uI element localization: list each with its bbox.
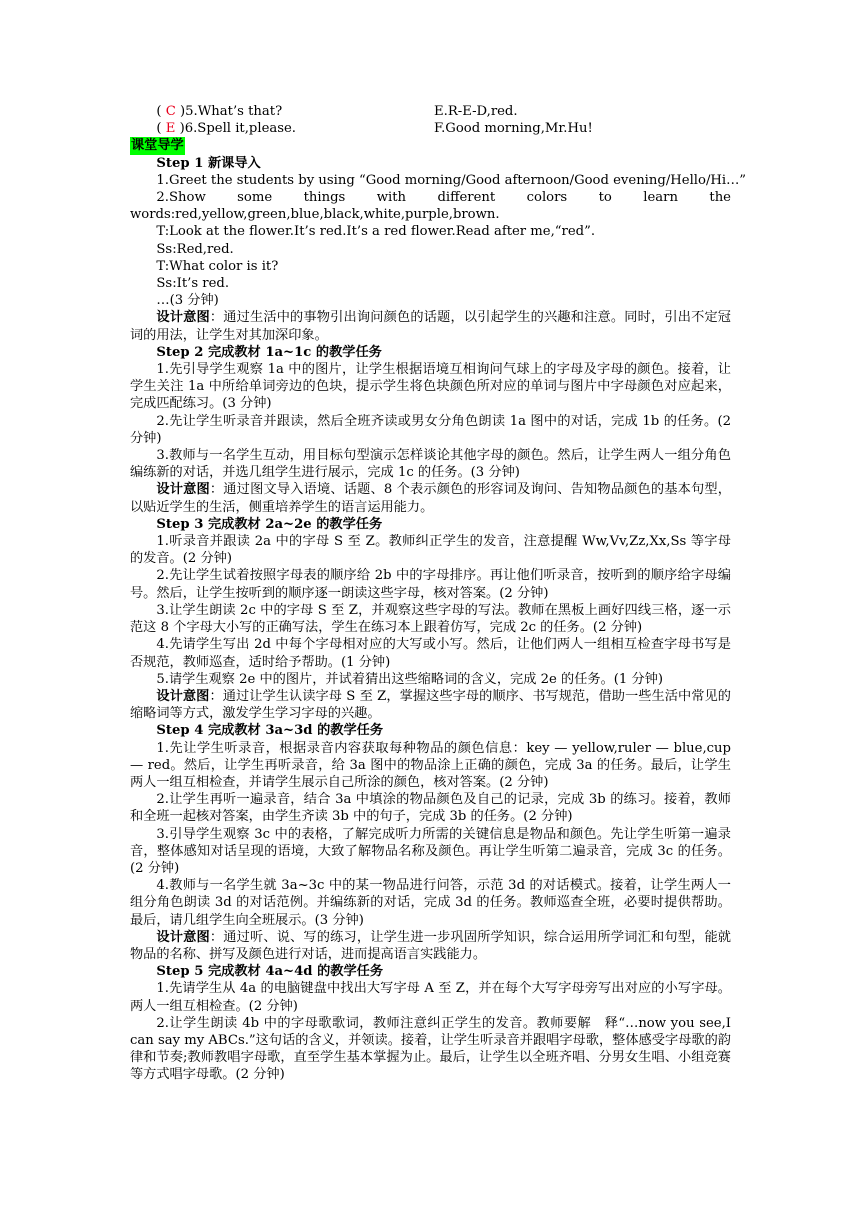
intent-label: 设计意图 <box>156 482 210 498</box>
matching-option: E.R-E-D,red. <box>434 104 518 119</box>
matching-item <box>130 103 731 120</box>
paragraph: 1.先请学生从 4a 的电脑键盘中找出大写字母 A 至 Z，并在每个大写字母旁写出对应的小写字母。两人一组互相检查。(2 分钟) <box>130 981 731 1014</box>
paragraph: 4.先请学生写出 2d 中每个字母相对应的大写或小写。然后，让他们两人一组相互检查字母书写是否规范，教师巡查，适时给予帮助。(1 分钟) <box>130 637 731 670</box>
design-intent: 设计意图：通过听、说、写的练习，让学生进一步巩固所学知识，综合运用所学词汇和句型，能就物品的名称、拼写及颜色进行对话，进而提高语言实践能力。 <box>130 929 731 962</box>
dialogue-line: Ss:Red,red. <box>156 241 234 257</box>
design-intent: 设计意图：通过图文导入语境、话题、8 个表示颜色的形容词及询问、告知物品颜色的基本句型，以贴近学生的生活，侧重培养学生的语言运用能力。 <box>130 482 731 515</box>
paragraph: 3.让学生朗读 2c 中的字母 S 至 Z，并观察这些字母的写法。教师在黑板上画好四线三格，逐一示范这 8 个字母大小写的正确写法，学生在练习本上跟着仿写，完成 2c 的任务。(2 分钟) <box>130 602 731 636</box>
section-title: 课堂导学 <box>131 138 184 154</box>
paragraph: 2.让学生再听一遍录音，结合 3a 中填涂的物品颜色及自己的记录，完成 3b 的练习。接着，教师和全班一起核对答案，由学生齐读 3b 中的句子，完成 3b 的任务。(2 分钟) <box>130 792 731 825</box>
step-title: Step 3 完成教材 2a~2e 的教学任务 <box>156 516 383 532</box>
intent-label: 设计意图 <box>156 688 210 704</box>
dialogue-line: …(3 分钟) <box>156 293 219 309</box>
paragraph: 2.让学生朗读 4b 中的字母歌歌词，教师注意纠正学生的发音。教师要解 释“…now you see,I can say my ABCs.”这句话的含义，并领读。接着，让学生听录音并跟唱字母歌，整体感受字母歌的韵律和节奏;教师教唱字母歌，直至学生基本掌握为止。最后，让学生以全班齐唱、分男女生唱、小组竞赛等方式唱字母歌。(2 分钟) <box>130 1015 731 1083</box>
matching-item <box>130 120 731 137</box>
paragraph: 4.教师与一名学生就 3a~3c 中的某一物品进行问答，示范 3d 的对话模式。接着，让学生两人一组分角色朗读 3d 的对话范例。并编练新的对话，完成 3d 的任务。教师巡查全班，必要时提供帮助。最后，请几组学生向全班展示。(3 分钟) <box>130 878 731 928</box>
design-intent: 设计意图：通过生活中的事物引出询问颜色的话题，以引起学生的兴趣和注意。同时，引出不定冠词的用法，让学生对其加深印象。 <box>130 310 731 343</box>
paragraph: 1.Greet the students by using “Good morning/Good afternoon/Good evening/Hello/Hi…” <box>156 172 747 188</box>
intent-label: 设计意图 <box>156 310 210 326</box>
paragraph: 2.先让学生试着按照字母表的顺序给 2b 中的字母排序。再让他们听录音，按听到的顺序给字母编号。然后，让学生按听到的顺序逐一朗读这些字母，核对答案。(2 分钟) <box>130 568 731 601</box>
document-page <box>130 103 747 1084</box>
paragraph: 1.先让学生听录音，根据录音内容获取每种物品的颜色信息：key — yellow,ruler — blue,cup — red。然后，让学生再听录音，给 3a 图中的物品涂上正确的颜色，完成 3a 的任务。最后，让学生两人一组互相检查，并请学生展示自己所涂的颜色，核对答案。(2 分钟) <box>130 740 731 790</box>
paragraph: words:red,yellow,green,blue,black,white,purple,brown. <box>130 207 500 223</box>
step-title: Step 2 完成教材 1a~1c 的教学任务 <box>156 344 382 360</box>
paragraph: 2.Show some things with different colors to learn the <box>156 190 731 206</box>
paragraph: 5.请学生观察 2e 中的图片，并试着猜出这些缩略词的含义，完成 2e 的任务。(1 分钟) <box>156 671 663 687</box>
design-intent: 设计意图：通过让学生认读字母 S 至 Z，掌握这些字母的顺序、书写规范，借助一些生活中常见的缩略词等方式，激发学生学习字母的兴趣。 <box>130 688 731 722</box>
paragraph: 2.先让学生听录音并跟读，然后全班齐读或男女分角色朗读 1a 图中的对话，完成 1b 的任务。(2 分钟) <box>130 413 731 446</box>
paragraph: 3.引导学生观察 3c 中的表格，了解完成听力所需的关键信息是物品和颜色。先让学生听第一遍录音，整体感知对话呈现的语境，大致了解物品名称及颜色。再让学生听第二遍录音，完成 3c 的任务。(2 分钟) <box>130 826 731 876</box>
answer-letter: C <box>165 104 176 119</box>
step-title: Step 4 完成教材 3a~3d 的教学任务 <box>156 723 384 739</box>
dialogue-line: Ss:It’s red. <box>156 276 230 292</box>
paragraph: 1.先引导学生观察 1a 中的图片，让学生根据语境互相询问气球上的字母及字母的颜色。接着，让学生关注 1a 中所给单词旁边的色块，提示学生将色块颜色所对应的单词与图片中字母颜色对应起来，完成匹配练习。(3 分钟) <box>130 362 731 412</box>
dialogue-line: T:What color is it? <box>156 258 279 274</box>
matching-question: ( C )5.What’s that? <box>156 104 283 119</box>
answer-letter: E <box>165 121 176 137</box>
matching-question: ( E )6.Spell it,please. <box>156 121 297 137</box>
paragraph: 3.教师与一名学生互动，用目标句型演示怎样谈论其他字母的颜色。然后，让学生两人一组分角色编练新的对话，并选几组学生进行展示，完成 1c 的任务。(3 分钟) <box>130 448 731 481</box>
step-title: Step 1 新课导入 <box>156 155 261 171</box>
paragraph: 1.听录音并跟读 2a 中的字母 S 至 Z。教师纠正学生的发音，注意提醒 Ww,Vv,Zz,Xx,Ss 等字母的发音。(2 分钟) <box>130 534 731 567</box>
matching-option: F.Good morning,Mr.Hu! <box>434 121 593 137</box>
step-title: Step 5 完成教材 4a~4d 的教学任务 <box>156 964 384 980</box>
dialogue-line: T:Look at the flower.It’s red.It’s a red flower.Read after me,“red”. <box>156 224 596 240</box>
intent-label: 设计意图 <box>156 929 210 945</box>
